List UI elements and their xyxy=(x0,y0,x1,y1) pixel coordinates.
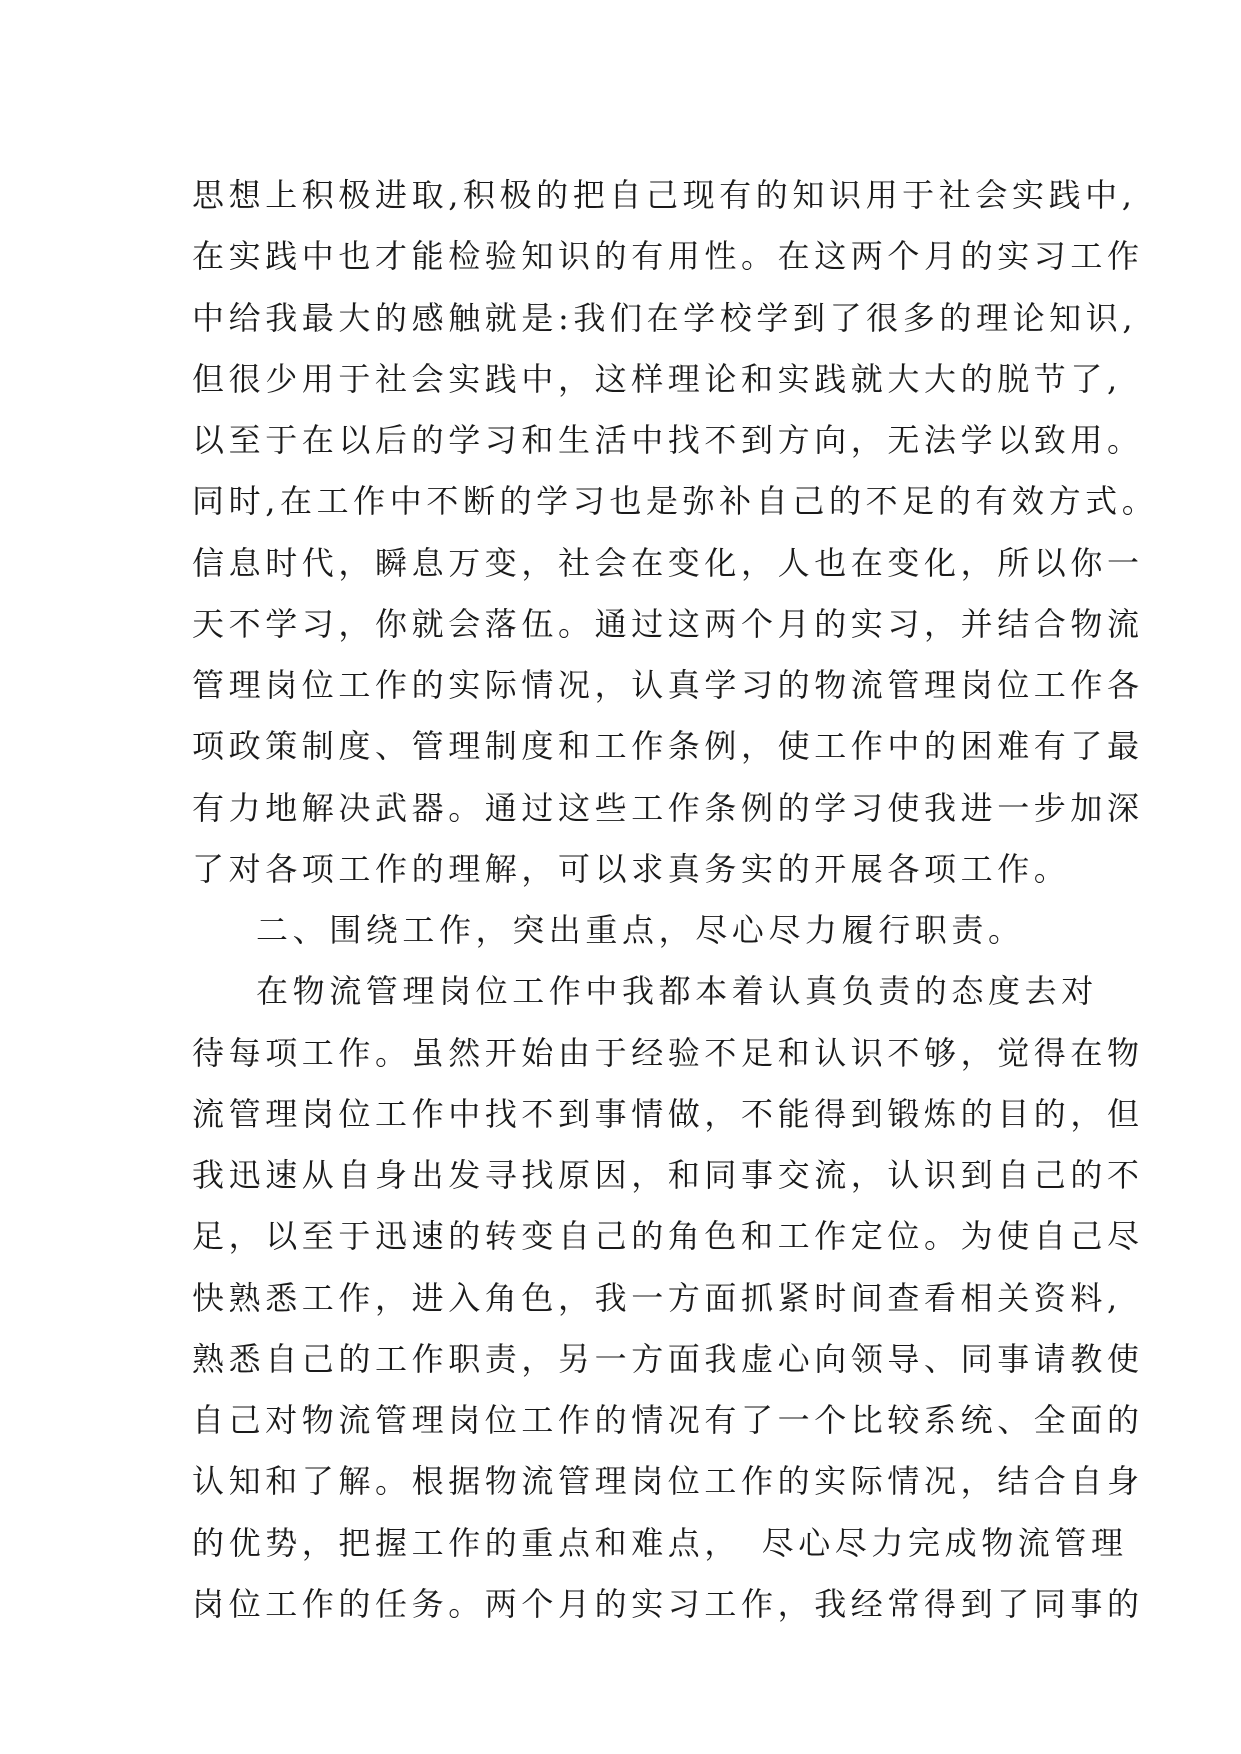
text-line: 岗位工作的任务。两个月的实习工作，我经常得到了同事的 xyxy=(192,1584,1144,1623)
text-line: 同时,在工作中不断的学习也是弥补自己的不足的有效方式。 xyxy=(192,482,1159,521)
text-line: 认知和了解。根据物流管理岗位工作的实际情况，结合自身 xyxy=(192,1462,1144,1501)
text-line: 我迅速从自身出发寻找原因，和同事交流，认识到自己的不 xyxy=(192,1156,1144,1194)
section-heading: 二、围绕工作，突出重点，尽心尽力履行职责。 xyxy=(256,911,1025,949)
text-line: 中给我最大的感触就是:我们在学校学到了很多的理论知识, xyxy=(192,298,1138,337)
text-line: 以至于在以后的学习和生活中找不到方向，无法学以致用。 xyxy=(192,421,1144,459)
paragraph-start-line: 在物流管理岗位工作中我都本着认真负责的态度去对 xyxy=(256,972,1098,1011)
text-line: 快熟悉工作，进入角色，我一方面抓紧时间查看相关资料, xyxy=(192,1278,1122,1317)
text-line: 管理岗位工作的实际情况，认真学习的物流管理岗位工作各 xyxy=(192,666,1144,704)
text-line: 待每项工作。虽然开始由于经验不足和认识不够，觉得在物 xyxy=(192,1033,1144,1072)
text-line: 但很少用于社会实践中，这样理论和实践就大大的脱节了, xyxy=(192,359,1122,398)
text-line: 熟悉自己的工作职责，另一方面我虚心向领导、同事请教使 xyxy=(192,1339,1144,1378)
text-line: 天不学习，你就会落伍。通过这两个月的实习，并结合物流 xyxy=(192,604,1144,643)
text-line: 流管理岗位工作中找不到事情做，不能得到锻炼的目的，但 xyxy=(192,1094,1144,1133)
text-line: 信息时代，瞬息万变，社会在变化，人也在变化，所以你一 xyxy=(192,543,1144,582)
text-line: 思想上积极进取,积极的把自己现有的知识用于社会实践中, xyxy=(192,176,1137,214)
text-line: 在实践中也才能检验知识的有用性。在这两个月的实习工作 xyxy=(192,237,1144,276)
body-text xyxy=(192,165,1159,1635)
text-line: 足，以至于迅速的转变自己的角色和工作定位。为使自己尽 xyxy=(192,1217,1144,1256)
text-line: 项政策制度、管理制度和工作条例，使工作中的困难有了最 xyxy=(192,727,1144,766)
text-line: 了对各项工作的理解，可以求真务实的开展各项工作。 xyxy=(192,849,1071,888)
text-line: 有力地解决武器。通过这些工作条例的学习使我进一步加深 xyxy=(192,788,1144,827)
text-line: 的优势，把握工作的重点和难点， 尽心尽力完成物流管理 xyxy=(192,1523,1128,1562)
text-line: 自己对物流管理岗位工作的情况有了一个比较系统、全面的 xyxy=(192,1401,1144,1439)
